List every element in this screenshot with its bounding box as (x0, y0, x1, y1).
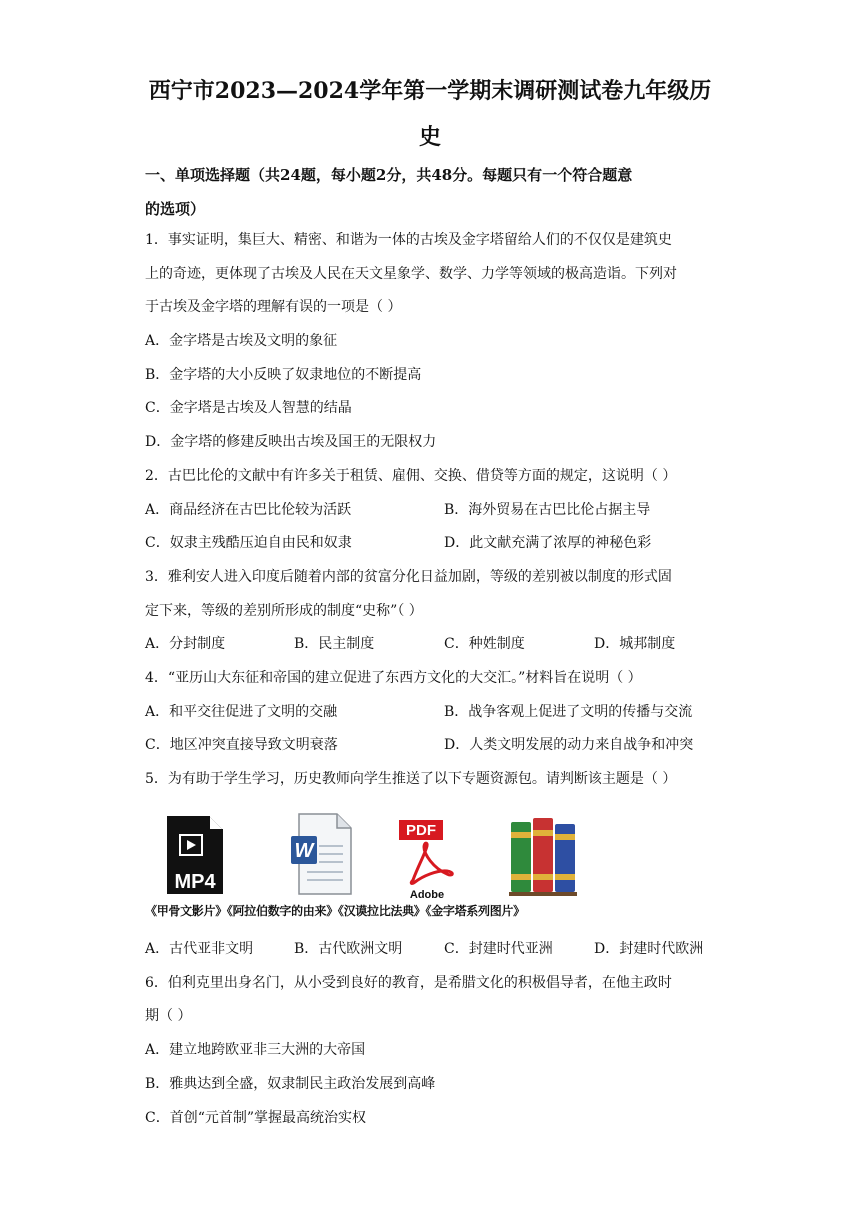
q3-option-a: A．分封制度 (145, 636, 226, 652)
q1-option-a: A．金字塔是古埃及文明的象征 (145, 333, 338, 349)
q4-option-a: A．和平交往促进了文明的交融 (145, 704, 338, 720)
pdf-label: PDF (406, 822, 436, 839)
q3-stem-line-2: 定下来，等级的差别所形成的制度“史称”（ ） (145, 603, 423, 619)
q1-option-c: C．金字塔是古埃及人智慧的结晶 (145, 400, 352, 416)
q1-stem-line-2: 上的奇迹，更体现了古埃及人民在天文星象学、数学、力学等领域的极高造诣。下列对 (145, 266, 677, 282)
q1-option-d: D．金字塔的修建反映出古埃及国王的无限权力 (145, 434, 437, 450)
q4-stem-line-1: 4．“亚历山大东征和帝国的建立促进了东西方文化的大交汇。”材料旨在说明（ ） (145, 670, 642, 686)
q3-option-d: D．城邦制度 (594, 636, 676, 652)
q6-stem-line-1: 6．伯利克里出身名门，从小受到良好的教育，是希腊文化的积极倡导者，在他主政时 (145, 975, 672, 991)
pdf-adobe-icon (397, 814, 463, 900)
q5-option-c: C．封建时代亚洲 (444, 941, 553, 957)
q6-option-b: B．雅典达到全盛，奴隶制民主政治发展到高峰 (145, 1076, 436, 1092)
q1-stem-line-1: 1．事实证明，集巨大、精密、和谐为一体的古埃及金字塔留给人们的不仅仅是建筑史 (145, 232, 672, 248)
q3-option-b: B．民主制度 (294, 636, 375, 652)
q2-option-a: A．商品经济在古巴比伦较为活跃 (145, 502, 352, 518)
exam-title-line-1: 西宁市2023—2024学年第一学期末调研测试卷九年级历 (148, 78, 712, 104)
q2-option-c: C．奴隶主残酷压迫自由民和奴隶 (145, 535, 352, 551)
resource-captions: 《甲骨文影片》《阿拉伯数字的由来》《汉谟拉比法典》《金字塔系列图片》 (145, 904, 525, 918)
q5-stem-line-1: 5．为有助于学生学习，历史教师向学生推送了以下专题资源包。请判断该主题是（ ） (145, 771, 677, 787)
q6-option-c: C．首创“元首制”掌握最高统治实权 (145, 1110, 367, 1126)
exam-title-line-2: 史 (418, 124, 441, 150)
q5-option-b: B．古代欧洲文明 (294, 941, 403, 957)
word-letter: W (294, 840, 314, 862)
q6-option-a: A．建立地跨欧亚非三大洲的大帝国 (145, 1042, 366, 1058)
q4-option-d: D．人类文明发展的动力来自战争和冲突 (444, 737, 694, 753)
mp4-label: MP4 (174, 871, 216, 893)
q4-option-c: C．地区冲突直接导致文明衰落 (145, 737, 338, 753)
q5-option-d: D．封建时代欧洲 (594, 941, 704, 957)
q2-option-b: B．海外贸易在古巴比伦占据主导 (444, 502, 651, 518)
q6-stem-line-2: 期（ ） (145, 1008, 192, 1024)
q3-option-c: C．种姓制度 (444, 636, 525, 652)
section-heading-line-1: 一、单项选择题（共24题，每小题2分，共48分。每题只有一个符合题意 (145, 166, 633, 184)
q4-option-b: B．战争客观上促进了文明的传播与交流 (444, 704, 693, 720)
q3-stem-line-1: 3．雅利安人进入印度后随着内部的贫富分化日益加剧，等级的差别被以制度的形式固 (145, 569, 672, 585)
q2-stem-line-1: 2．古巴比伦的文献中有许多关于租赁、雇佣、交换、借贷等方面的规定，这说明（ ） (145, 468, 677, 484)
q5-option-a: A．古代亚非文明 (145, 941, 254, 957)
word-document-icon (285, 810, 355, 898)
q1-option-b: B．金字塔的大小反映了奴隶地位的不断提高 (145, 367, 422, 383)
section-heading (145, 158, 725, 226)
books-icon (507, 812, 581, 900)
exam-title (140, 68, 720, 160)
adobe-label: Adobe (409, 889, 445, 900)
section-heading-line-2: 的选项） (145, 200, 206, 218)
q1-stem-line-3: 于古埃及金字塔的理解有误的一项是（ ） (145, 299, 402, 315)
mp4-file-icon (163, 812, 227, 898)
q2-option-d: D．此文献充满了浓厚的神秘色彩 (444, 535, 652, 551)
